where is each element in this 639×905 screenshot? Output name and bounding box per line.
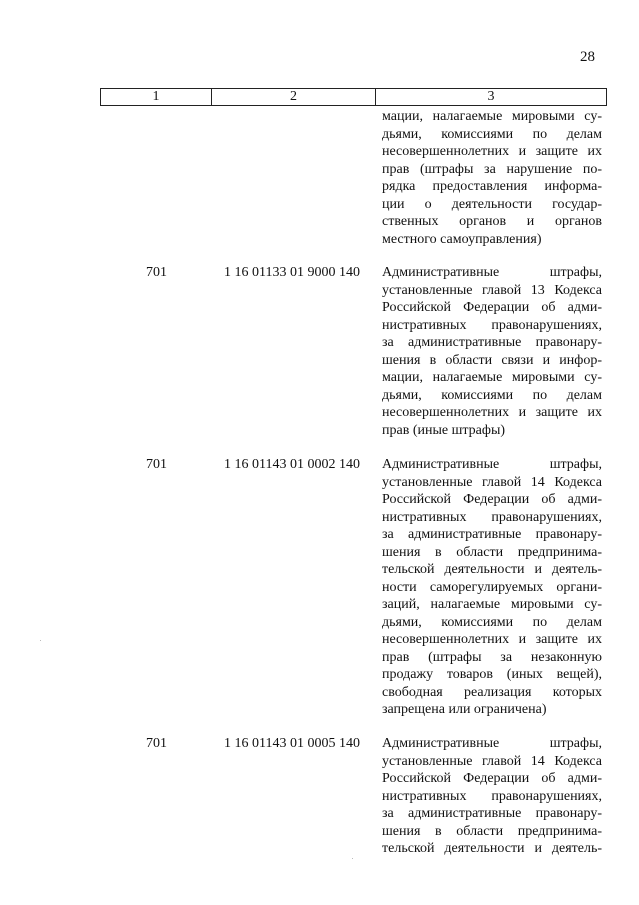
row-description xyxy=(382,456,602,719)
description-line: дьями, комиссиями по делам xyxy=(382,387,602,403)
description-line: прав (штрафы за нарушение по- xyxy=(382,161,602,177)
description-line: Административные штрафы, xyxy=(382,736,602,751)
column-header-1: 1 xyxy=(101,89,212,106)
description-line: за административные правонару- xyxy=(382,806,602,821)
continuation-description xyxy=(382,108,602,248)
description-line: Российской Федерации об адми- xyxy=(382,492,602,507)
column-header-table xyxy=(100,88,607,106)
description-line: прав (штрафы за незаконную xyxy=(382,649,602,665)
description-line: тельской деятельности и деятель- xyxy=(382,841,602,856)
column-header-row xyxy=(101,89,607,106)
description-line: мации, налагаемые мировыми су- xyxy=(382,370,602,385)
description-line: дьями, комиссиями по делам xyxy=(382,614,602,630)
scan-speck xyxy=(352,858,353,859)
description-line: шения в области связи и инфор- xyxy=(382,352,602,368)
description-line: несовершеннолетних и защите их xyxy=(382,144,602,159)
description-line: заций, налагаемые мировыми су- xyxy=(382,597,602,612)
admin-code: 701 xyxy=(146,265,167,280)
kbk-code: 1 16 01143 01 0005 140 xyxy=(224,736,360,751)
description-line: шения в области предпринима- xyxy=(382,544,602,560)
description-line: нистративных правонарушениях, xyxy=(382,509,602,525)
description-line: нистративных правонарушениях, xyxy=(382,788,602,804)
row-description xyxy=(382,735,602,858)
description-line: прав (иные штрафы) xyxy=(382,422,506,438)
description-line: за административные правонару- xyxy=(382,335,602,350)
description-line: за административные правонару- xyxy=(382,527,602,542)
row-description xyxy=(382,264,602,439)
description-line: несовершеннолетних и защите их xyxy=(382,632,602,647)
description-line: рядка предоставления информа- xyxy=(382,179,602,194)
description-line: шения в области предпринима- xyxy=(382,823,602,839)
description-line: Административные штрафы, xyxy=(382,265,602,280)
description-line: Административные штрафы, xyxy=(382,457,602,472)
description-line: тельской деятельности и деятель- xyxy=(382,562,602,577)
description-line: Российской Федерации об адми- xyxy=(382,771,602,786)
description-line: продажу товаров (иных вещей), xyxy=(382,667,602,682)
description-line: ственных органов и органов xyxy=(382,214,602,229)
column-header-2: 2 xyxy=(212,89,376,106)
kbk-code: 1 16 01133 01 9000 140 xyxy=(224,265,360,280)
admin-code: 701 xyxy=(146,457,167,472)
description-line: несовершеннолетних и защите их xyxy=(382,405,602,420)
description-line: дьями, комиссиями по делам xyxy=(382,126,602,142)
description-line: нистративных правонарушениях, xyxy=(382,317,602,333)
description-line: Российской Федерации об адми- xyxy=(382,300,602,315)
description-line: установленные главой 14 Кодекса xyxy=(382,474,602,490)
description-line: установленные главой 13 Кодекса xyxy=(382,282,602,298)
description-line: свободная реализация которых xyxy=(382,684,602,700)
scan-speck xyxy=(40,640,41,641)
description-line: ции о деятельности государ- xyxy=(382,196,602,212)
page-number: 28 xyxy=(580,49,595,65)
description-line: запрещена или ограничена) xyxy=(382,702,547,717)
description-line: местного самоуправления) xyxy=(382,231,542,247)
column-header-3: 3 xyxy=(376,89,607,106)
admin-code: 701 xyxy=(146,736,167,751)
description-line: ности саморегулируемых органи- xyxy=(382,579,602,595)
description-line: установленные главой 14 Кодекса xyxy=(382,753,602,769)
description-line: мации, налагаемые мировыми су- xyxy=(382,109,602,124)
kbk-code: 1 16 01143 01 0002 140 xyxy=(224,457,360,472)
